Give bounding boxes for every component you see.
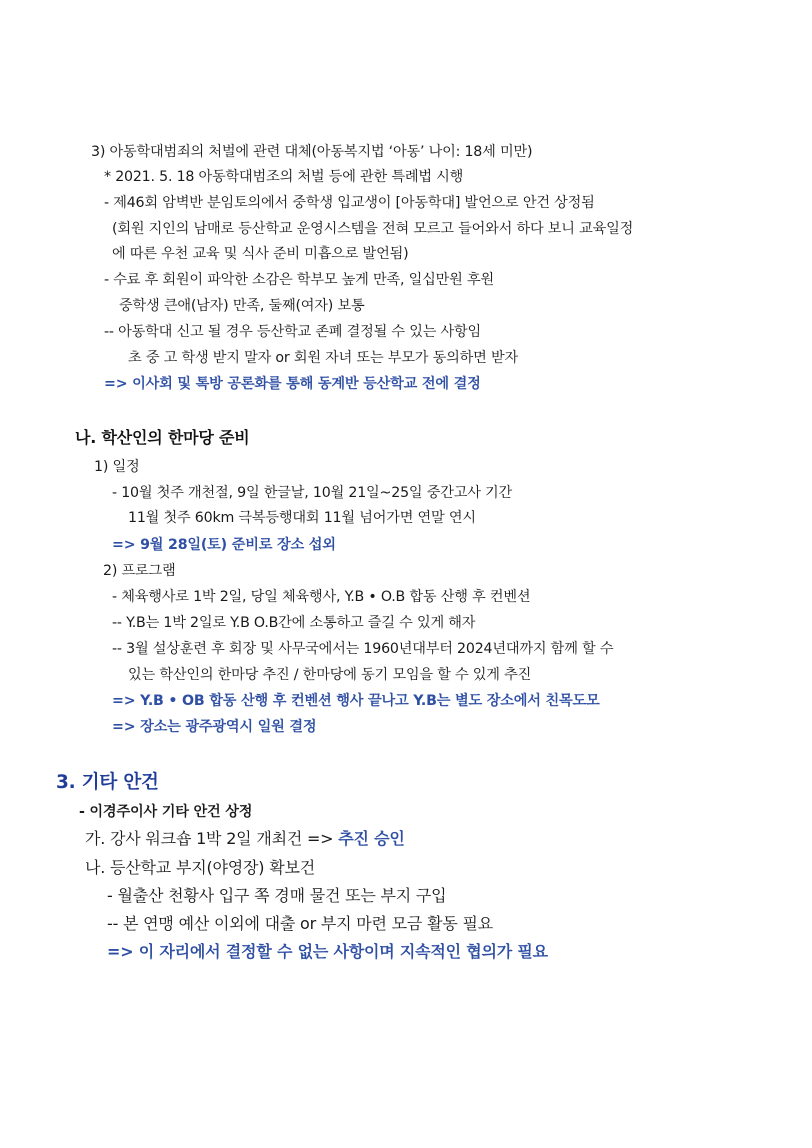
risk-line: -- 아동학대 신고 될 경우 등산학교 존폐 결정될 수 있는 사항임 bbox=[104, 324, 482, 340]
schedule-line-2: 11월 첫주 60km 극복등행대회 11월 넘어가면 연말 연시 bbox=[128, 510, 476, 526]
schedule-title: 1) 일정 bbox=[94, 459, 140, 475]
section-heading-3: 3. 기타 안건 bbox=[56, 772, 159, 793]
schedule-line-1: - 10월 첫주 개천절, 9일 한글날, 10월 21일~25일 중간고사 기간 bbox=[112, 485, 513, 501]
workshop-text: 가. 강사 워크숍 1박 2일 개최건 => bbox=[85, 829, 339, 848]
campsite-decision: => 이 자리에서 결정할 수 없는 사항이며 지속적인 협의가 필요 bbox=[107, 942, 548, 961]
feedback-line: - 수료 후 회원이 파악한 소감은 학부모 높게 만족, 일십만원 후원 bbox=[104, 272, 494, 288]
other-agenda-proposer: - 이경주이사 기타 안건 상정 bbox=[79, 804, 253, 820]
program-line-4: 있는 학산인의 한마당 추진 / 한마당에 동기 모임을 할 수 있게 추진 bbox=[128, 667, 532, 683]
feedback-detail: 중학생 큰애(남자) 만족, 둘째(여자) 보통 bbox=[119, 298, 365, 314]
agenda-detail-2: 에 따른 우천 교육 및 식사 준비 미흡으로 발언됨) bbox=[112, 246, 409, 262]
program-decision-2: => 장소는 광주광역시 일원 결정 bbox=[112, 719, 317, 735]
workshop-result: 추진 승인 bbox=[338, 829, 405, 848]
law-note: * 2021. 5. 18 아동학대범조의 처벌 등에 관한 특례법 시행 bbox=[104, 169, 464, 185]
program-line-3: -- 3월 설상훈련 후 회장 및 사무국에서는 1960년대부터 2024년대까지 함께 할 수 bbox=[112, 641, 614, 657]
program-title: 2) 프로그램 bbox=[103, 563, 176, 579]
campsite-detail-2: -- 본 연맹 예산 이외에 대출 or 부지 마련 모금 활동 필요 bbox=[107, 914, 493, 933]
campsite-line: 나. 등산학교 부지(야영장) 확보건 bbox=[85, 858, 315, 877]
section-heading-b: 나. 학산인의 한마당 준비 bbox=[75, 428, 250, 447]
workshop-line bbox=[85, 828, 405, 850]
campsite-detail-1: - 월출산 천황사 입구 쪽 경매 물건 또는 부지 구입 bbox=[107, 886, 447, 905]
risk-detail: 초 중 고 학생 받지 말자 or 회원 자녀 또는 부모가 동의하면 받자 bbox=[128, 350, 518, 366]
item-3-title: 3) 아동학대범죄의 처벌에 관련 대체(아동복지법 ‘아동’ 나이: 18세 미만) bbox=[91, 144, 533, 160]
program-line-2: -- Y.B는 1박 2일로 Y.B O.B간에 소통하고 즐길 수 있게 해자 bbox=[112, 615, 476, 631]
agenda-line: - 제46회 암벽반 분임토의에서 중학생 입교생이 [아동학대] 발언으로 안건 상정됨 bbox=[104, 195, 595, 211]
program-decision-1: => Y.B • OB 합동 산행 후 컨벤션 행사 끝나고 Y.B는 별도 장소에서 친목도모 bbox=[112, 693, 600, 709]
agenda-detail-1: (회원 지인의 남매로 등산학교 운영시스템을 전혀 모르고 들어와서 하다 보니 교육일정 bbox=[112, 221, 634, 237]
schedule-decision: => 9월 28일(토) 준비로 장소 섭외 bbox=[112, 537, 336, 553]
decision-line-1: => 이사회 및 톡방 공론화를 통해 동계반 등산학교 전에 결정 bbox=[104, 376, 481, 392]
program-line-1: - 체육행사로 1박 2일, 당일 체육행사, Y.B • O.B 합동 산행 후 컨벤션 bbox=[112, 589, 531, 605]
